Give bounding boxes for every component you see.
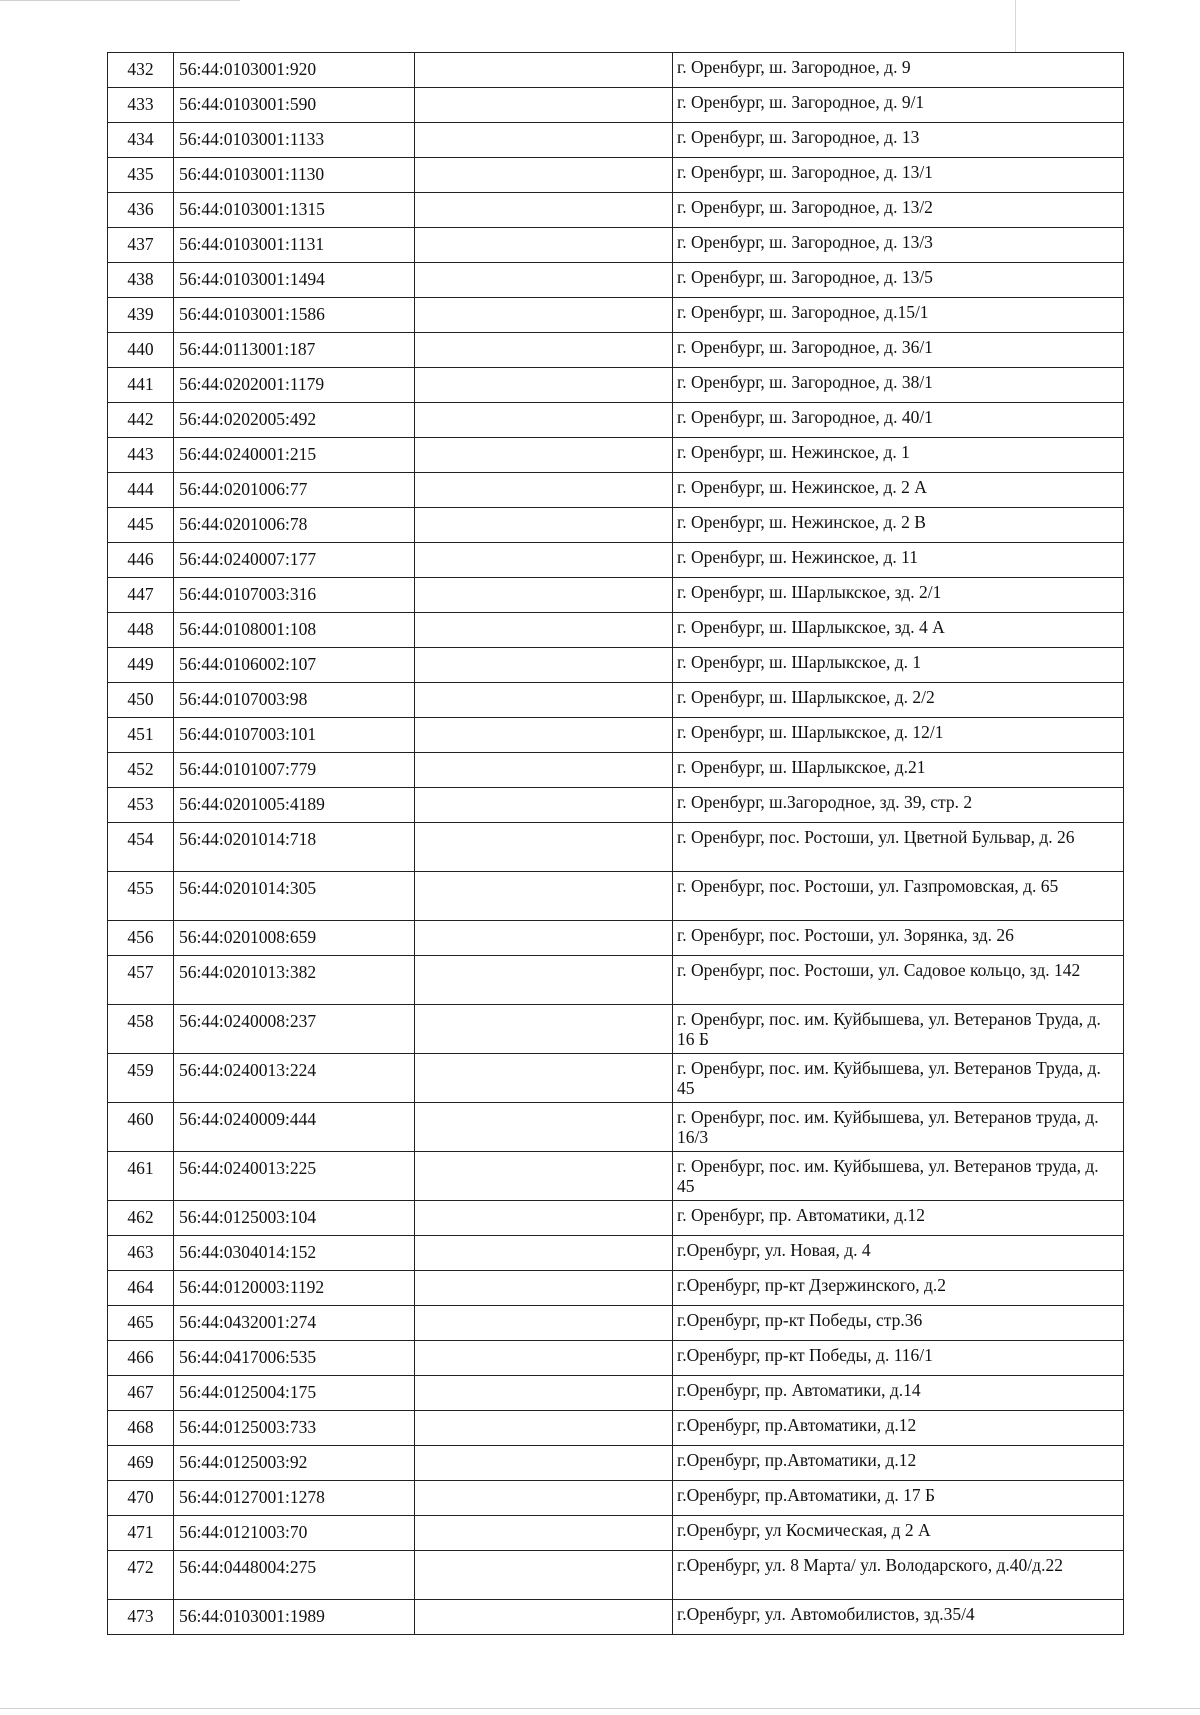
table-row bbox=[108, 1201, 1124, 1236]
table-row bbox=[108, 368, 1124, 403]
row-number-cell: 464 bbox=[108, 1271, 174, 1306]
address-cell: г. Оренбург, ш. Загородное, д. 9 bbox=[673, 53, 1124, 88]
row-number-cell: 436 bbox=[108, 193, 174, 228]
cadastral-number-cell: 56:44:0417006:535 bbox=[174, 1341, 415, 1376]
table-row bbox=[108, 543, 1124, 578]
empty-cell bbox=[415, 473, 673, 508]
empty-cell bbox=[415, 1481, 673, 1516]
empty-cell bbox=[415, 228, 673, 263]
row-number-cell: 454 bbox=[108, 823, 174, 872]
table-row bbox=[108, 1306, 1124, 1341]
cadastral-number-cell: 56:44:0106002:107 bbox=[174, 648, 415, 683]
address-cell: г.Оренбург, пр. Автоматики, д.14 bbox=[673, 1376, 1124, 1411]
cadastral-number-cell: 56:44:0240013:224 bbox=[174, 1054, 415, 1103]
row-number-cell: 457 bbox=[108, 956, 174, 1005]
table-row bbox=[108, 508, 1124, 543]
row-number-cell: 438 bbox=[108, 263, 174, 298]
row-number-cell: 444 bbox=[108, 473, 174, 508]
empty-cell bbox=[415, 158, 673, 193]
table-row bbox=[108, 921, 1124, 956]
empty-cell bbox=[415, 648, 673, 683]
row-number-cell: 435 bbox=[108, 158, 174, 193]
address-cell: г. Оренбург, ш. Шарлыкское, д. 2/2 bbox=[673, 683, 1124, 718]
row-number-cell: 441 bbox=[108, 368, 174, 403]
row-number-cell: 433 bbox=[108, 88, 174, 123]
row-number-cell: 440 bbox=[108, 333, 174, 368]
empty-cell bbox=[415, 921, 673, 956]
address-cell: г. Оренбург, ш. Шарлыкское, д.21 bbox=[673, 753, 1124, 788]
table-row bbox=[108, 1516, 1124, 1551]
row-number-cell: 472 bbox=[108, 1551, 174, 1600]
scan-edge-bottom bbox=[0, 1708, 1200, 1711]
empty-cell bbox=[415, 1054, 673, 1103]
table-row bbox=[108, 1551, 1124, 1600]
table-row bbox=[108, 823, 1124, 872]
table-row bbox=[108, 1005, 1124, 1054]
cadastral-number-cell: 56:44:0103001:1130 bbox=[174, 158, 415, 193]
table-row bbox=[108, 473, 1124, 508]
table-row bbox=[108, 1481, 1124, 1516]
empty-cell bbox=[415, 438, 673, 473]
row-number-cell: 453 bbox=[108, 788, 174, 823]
row-number-cell: 468 bbox=[108, 1411, 174, 1446]
row-number-cell: 445 bbox=[108, 508, 174, 543]
empty-cell bbox=[415, 1411, 673, 1446]
address-cell: г. Оренбург, ш. Загородное, д. 36/1 bbox=[673, 333, 1124, 368]
row-number-cell: 437 bbox=[108, 228, 174, 263]
address-cell: г. Оренбург, ш. Загородное, д.15/1 bbox=[673, 298, 1124, 333]
address-cell: г. Оренбург, ш. Нежинское, д. 2 В bbox=[673, 508, 1124, 543]
table-row bbox=[108, 53, 1124, 88]
address-cell: г.Оренбург, ул. Автомобилистов, зд.35/4 bbox=[673, 1600, 1124, 1635]
address-cell: г. Оренбург, ш. Шарлыкское, зд. 4 А bbox=[673, 613, 1124, 648]
row-number-cell: 443 bbox=[108, 438, 174, 473]
registry-table-body bbox=[108, 53, 1124, 1635]
empty-cell bbox=[415, 1600, 673, 1635]
empty-cell bbox=[415, 403, 673, 438]
address-cell: г. Оренбург, пос. им. Куйбышева, ул. Ветеранов труда, д. 45 bbox=[673, 1152, 1124, 1201]
row-number-cell: 448 bbox=[108, 613, 174, 648]
row-number-cell: 439 bbox=[108, 298, 174, 333]
address-cell: г. Оренбург, ш. Загородное, д. 13/1 bbox=[673, 158, 1124, 193]
row-number-cell: 469 bbox=[108, 1446, 174, 1481]
empty-cell bbox=[415, 123, 673, 158]
table-row bbox=[108, 1376, 1124, 1411]
empty-cell bbox=[415, 368, 673, 403]
cadastral-number-cell: 56:44:0127001:1278 bbox=[174, 1481, 415, 1516]
table-row bbox=[108, 648, 1124, 683]
address-cell: г. Оренбург, ш.Загородное, зд. 39, стр. 2 bbox=[673, 788, 1124, 823]
empty-cell bbox=[415, 1551, 673, 1600]
cadastral-number-cell: 56:44:0103001:590 bbox=[174, 88, 415, 123]
table-row bbox=[108, 1103, 1124, 1152]
table-row bbox=[108, 403, 1124, 438]
scan-edge-mark bbox=[1015, 0, 1017, 52]
table-row bbox=[108, 1271, 1124, 1306]
row-number-cell: 460 bbox=[108, 1103, 174, 1152]
table-row bbox=[108, 193, 1124, 228]
cadastral-number-cell: 56:44:0202001:1179 bbox=[174, 368, 415, 403]
row-number-cell: 432 bbox=[108, 53, 174, 88]
empty-cell bbox=[415, 1306, 673, 1341]
address-cell: г.Оренбург, пр.Автоматики, д.12 bbox=[673, 1446, 1124, 1481]
address-cell: г. Оренбург, ш. Шарлыкское, зд. 2/1 bbox=[673, 578, 1124, 613]
address-cell: г.Оренбург, пр-кт Победы, стр.36 bbox=[673, 1306, 1124, 1341]
cadastral-number-cell: 56:44:0103001:1586 bbox=[174, 298, 415, 333]
empty-cell bbox=[415, 1201, 673, 1236]
address-cell: г. Оренбург, ш. Загородное, д. 13/3 bbox=[673, 228, 1124, 263]
empty-cell bbox=[415, 823, 673, 872]
row-number-cell: 465 bbox=[108, 1306, 174, 1341]
cadastral-number-cell: 56:44:0240007:177 bbox=[174, 543, 415, 578]
empty-cell bbox=[415, 1516, 673, 1551]
address-cell: г. Оренбург, пос. им. Куйбышева, ул. Ветеранов Труда, д. 45 bbox=[673, 1054, 1124, 1103]
table-row bbox=[108, 123, 1124, 158]
address-cell: г.Оренбург, ул. 8 Марта/ ул. Володарского, д.40/д.22 bbox=[673, 1551, 1124, 1600]
address-cell: г. Оренбург, ш. Загородное, д. 13/2 bbox=[673, 193, 1124, 228]
empty-cell bbox=[415, 543, 673, 578]
empty-cell bbox=[415, 53, 673, 88]
address-cell: г. Оренбург, ш. Нежинское, д. 1 bbox=[673, 438, 1124, 473]
row-number-cell: 450 bbox=[108, 683, 174, 718]
empty-cell bbox=[415, 788, 673, 823]
cadastral-number-cell: 56:44:0240001:215 bbox=[174, 438, 415, 473]
cadastral-number-cell: 56:44:0103001:1989 bbox=[174, 1600, 415, 1635]
cadastral-number-cell: 56:44:0202005:492 bbox=[174, 403, 415, 438]
cadastral-number-cell: 56:44:0240013:225 bbox=[174, 1152, 415, 1201]
empty-cell bbox=[415, 1341, 673, 1376]
table-row bbox=[108, 438, 1124, 473]
address-cell: г. Оренбург, пос. Ростоши, ул. Садовое кольцо, зд. 142 bbox=[673, 956, 1124, 1005]
table-row bbox=[108, 613, 1124, 648]
empty-cell bbox=[415, 1005, 673, 1054]
cadastral-number-cell: 56:44:0101007:779 bbox=[174, 753, 415, 788]
empty-cell bbox=[415, 1152, 673, 1201]
table-row bbox=[108, 298, 1124, 333]
scan-edge-top bbox=[0, 0, 240, 3]
cadastral-number-cell: 56:44:0201008:659 bbox=[174, 921, 415, 956]
cadastral-number-cell: 56:44:0120003:1192 bbox=[174, 1271, 415, 1306]
cadastral-number-cell: 56:44:0201013:382 bbox=[174, 956, 415, 1005]
cadastral-number-cell: 56:44:0201005:4189 bbox=[174, 788, 415, 823]
empty-cell bbox=[415, 753, 673, 788]
address-cell: г. Оренбург, пр. Автоматики, д.12 bbox=[673, 1201, 1124, 1236]
table-row bbox=[108, 263, 1124, 298]
cadastral-number-cell: 56:44:0125003:92 bbox=[174, 1446, 415, 1481]
cadastral-number-cell: 56:44:0201006:77 bbox=[174, 473, 415, 508]
table-row bbox=[108, 1411, 1124, 1446]
row-number-cell: 458 bbox=[108, 1005, 174, 1054]
table-row bbox=[108, 956, 1124, 1005]
cadastral-number-cell: 56:44:0108001:108 bbox=[174, 613, 415, 648]
address-cell: г. Оренбург, ш. Загородное, д. 13/5 bbox=[673, 263, 1124, 298]
empty-cell bbox=[415, 333, 673, 368]
cadastral-number-cell: 56:44:0304014:152 bbox=[174, 1236, 415, 1271]
table-row bbox=[108, 88, 1124, 123]
address-cell: г. Оренбург, ш. Загородное, д. 13 bbox=[673, 123, 1124, 158]
table-row bbox=[108, 1446, 1124, 1481]
cadastral-number-cell: 56:44:0125003:733 bbox=[174, 1411, 415, 1446]
address-cell: г.Оренбург, пр-кт Дзержинского, д.2 bbox=[673, 1271, 1124, 1306]
row-number-cell: 459 bbox=[108, 1054, 174, 1103]
cadastral-number-cell: 56:44:0448004:275 bbox=[174, 1551, 415, 1600]
row-number-cell: 470 bbox=[108, 1481, 174, 1516]
cadastral-number-cell: 56:44:0125004:175 bbox=[174, 1376, 415, 1411]
row-number-cell: 434 bbox=[108, 123, 174, 158]
address-cell: г.Оренбург, пр.Автоматики, д.12 bbox=[673, 1411, 1124, 1446]
table-row bbox=[108, 1236, 1124, 1271]
row-number-cell: 461 bbox=[108, 1152, 174, 1201]
empty-cell bbox=[415, 88, 673, 123]
cadastral-number-cell: 56:44:0107003:98 bbox=[174, 683, 415, 718]
cadastral-number-cell: 56:44:0201014:305 bbox=[174, 872, 415, 921]
row-number-cell: 446 bbox=[108, 543, 174, 578]
empty-cell bbox=[415, 872, 673, 921]
cadastral-number-cell: 56:44:0113001:187 bbox=[174, 333, 415, 368]
empty-cell bbox=[415, 298, 673, 333]
table-row bbox=[108, 683, 1124, 718]
cadastral-number-cell: 56:44:0103001:1133 bbox=[174, 123, 415, 158]
row-number-cell: 462 bbox=[108, 1201, 174, 1236]
cadastral-number-cell: 56:44:0201006:78 bbox=[174, 508, 415, 543]
table-row bbox=[108, 158, 1124, 193]
empty-cell bbox=[415, 1103, 673, 1152]
empty-cell bbox=[415, 193, 673, 228]
table-row bbox=[108, 578, 1124, 613]
address-cell: г. Оренбург, ш. Шарлыкское, д. 1 bbox=[673, 648, 1124, 683]
row-number-cell: 471 bbox=[108, 1516, 174, 1551]
address-cell: г. Оренбург, ш. Нежинское, д. 2 А bbox=[673, 473, 1124, 508]
address-cell: г. Оренбург, пос. им. Куйбышева, ул. Ветеранов Труда, д. 16 Б bbox=[673, 1005, 1124, 1054]
table-row bbox=[108, 1152, 1124, 1201]
row-number-cell: 455 bbox=[108, 872, 174, 921]
row-number-cell: 463 bbox=[108, 1236, 174, 1271]
empty-cell bbox=[415, 508, 673, 543]
address-cell: г. Оренбург, ш. Загородное, д. 40/1 bbox=[673, 403, 1124, 438]
property-registry-table bbox=[107, 52, 1124, 1635]
cadastral-number-cell: 56:44:0240009:444 bbox=[174, 1103, 415, 1152]
table-row bbox=[108, 228, 1124, 263]
cadastral-number-cell: 56:44:0125003:104 bbox=[174, 1201, 415, 1236]
address-cell: г.Оренбург, пр.Автоматики, д. 17 Б bbox=[673, 1481, 1124, 1516]
cadastral-number-cell: 56:44:0107003:101 bbox=[174, 718, 415, 753]
address-cell: г. Оренбург, пос. Ростоши, ул. Зорянка, зд. 26 bbox=[673, 921, 1124, 956]
row-number-cell: 449 bbox=[108, 648, 174, 683]
address-cell: г.Оренбург, пр-кт Победы, д. 116/1 bbox=[673, 1341, 1124, 1376]
address-cell: г. Оренбург, пос. Ростоши, ул. Газпромовская, д. 65 bbox=[673, 872, 1124, 921]
address-cell: г. Оренбург, пос. Ростоши, ул. Цветной Бульвар, д. 26 bbox=[673, 823, 1124, 872]
empty-cell bbox=[415, 1446, 673, 1481]
table-row bbox=[108, 1054, 1124, 1103]
cadastral-number-cell: 56:44:0121003:70 bbox=[174, 1516, 415, 1551]
cadastral-number-cell: 56:44:0240008:237 bbox=[174, 1005, 415, 1054]
table-row bbox=[108, 753, 1124, 788]
empty-cell bbox=[415, 1376, 673, 1411]
row-number-cell: 456 bbox=[108, 921, 174, 956]
address-cell: г. Оренбург, ш. Шарлыкское, д. 12/1 bbox=[673, 718, 1124, 753]
table-row bbox=[108, 872, 1124, 921]
row-number-cell: 467 bbox=[108, 1376, 174, 1411]
cadastral-number-cell: 56:44:0103001:1315 bbox=[174, 193, 415, 228]
cadastral-number-cell: 56:44:0103001:920 bbox=[174, 53, 415, 88]
row-number-cell: 451 bbox=[108, 718, 174, 753]
cadastral-number-cell: 56:44:0103001:1131 bbox=[174, 228, 415, 263]
address-cell: г. Оренбург, пос. им. Куйбышева, ул. Ветеранов труда, д. 16/3 bbox=[673, 1103, 1124, 1152]
table-row bbox=[108, 1600, 1124, 1635]
address-cell: г. Оренбург, ш. Загородное, д. 38/1 bbox=[673, 368, 1124, 403]
address-cell: г.Оренбург, ул. Новая, д. 4 bbox=[673, 1236, 1124, 1271]
empty-cell bbox=[415, 1236, 673, 1271]
empty-cell bbox=[415, 263, 673, 298]
cadastral-number-cell: 56:44:0107003:316 bbox=[174, 578, 415, 613]
empty-cell bbox=[415, 578, 673, 613]
cadastral-number-cell: 56:44:0432001:274 bbox=[174, 1306, 415, 1341]
row-number-cell: 473 bbox=[108, 1600, 174, 1635]
address-cell: г. Оренбург, ш. Нежинское, д. 11 bbox=[673, 543, 1124, 578]
row-number-cell: 452 bbox=[108, 753, 174, 788]
table-row bbox=[108, 333, 1124, 368]
empty-cell bbox=[415, 683, 673, 718]
cadastral-number-cell: 56:44:0103001:1494 bbox=[174, 263, 415, 298]
empty-cell bbox=[415, 956, 673, 1005]
address-cell: г.Оренбург, ул Космическая, д 2 А bbox=[673, 1516, 1124, 1551]
row-number-cell: 447 bbox=[108, 578, 174, 613]
table-row bbox=[108, 718, 1124, 753]
empty-cell bbox=[415, 613, 673, 648]
table-row bbox=[108, 1341, 1124, 1376]
row-number-cell: 466 bbox=[108, 1341, 174, 1376]
row-number-cell: 442 bbox=[108, 403, 174, 438]
address-cell: г. Оренбург, ш. Загородное, д. 9/1 bbox=[673, 88, 1124, 123]
table-row bbox=[108, 788, 1124, 823]
empty-cell bbox=[415, 1271, 673, 1306]
empty-cell bbox=[415, 718, 673, 753]
cadastral-number-cell: 56:44:0201014:718 bbox=[174, 823, 415, 872]
